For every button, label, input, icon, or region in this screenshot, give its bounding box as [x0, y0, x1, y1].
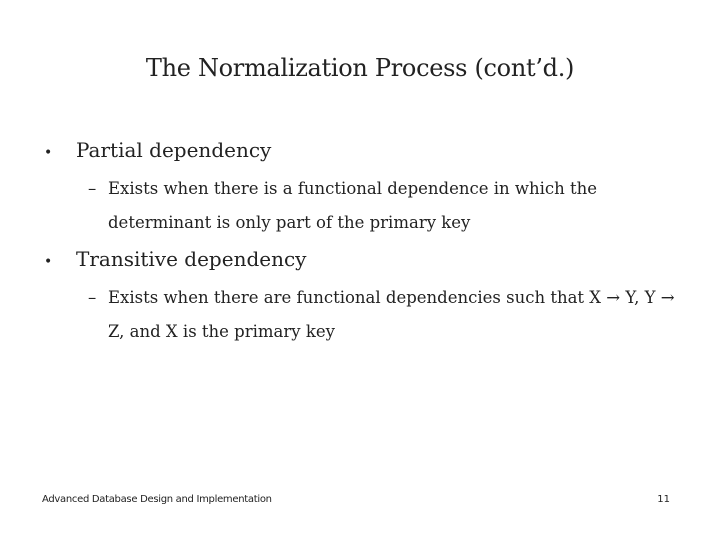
bullet-marker: • [44, 254, 53, 270]
bullet-marker: • [44, 145, 53, 161]
page-number: 11 [657, 494, 670, 505]
sub-bullet-text: Exists when there is a functional dependence in which the determinant is only part of the primary key [108, 179, 598, 232]
bullet-item [44, 138, 271, 162]
bullet-item [44, 247, 306, 271]
footer-course-title: Advanced Database Design and Implementation [42, 494, 272, 505]
sub-bullet-item [88, 172, 688, 240]
slide-title: The Normalization Process (cont’d.) [145, 54, 575, 82]
sub-bullet-item [88, 281, 688, 349]
sub-bullet-text: Exists when there are functional dependencies such that X → Y, Y → Z, and X is the primary key [108, 288, 675, 341]
bullet-text: Partial dependency [76, 138, 272, 162]
sub-bullet-marker: – [88, 179, 97, 198]
sub-bullet-marker: – [88, 288, 97, 307]
bullet-text: Transitive dependency [76, 247, 307, 271]
